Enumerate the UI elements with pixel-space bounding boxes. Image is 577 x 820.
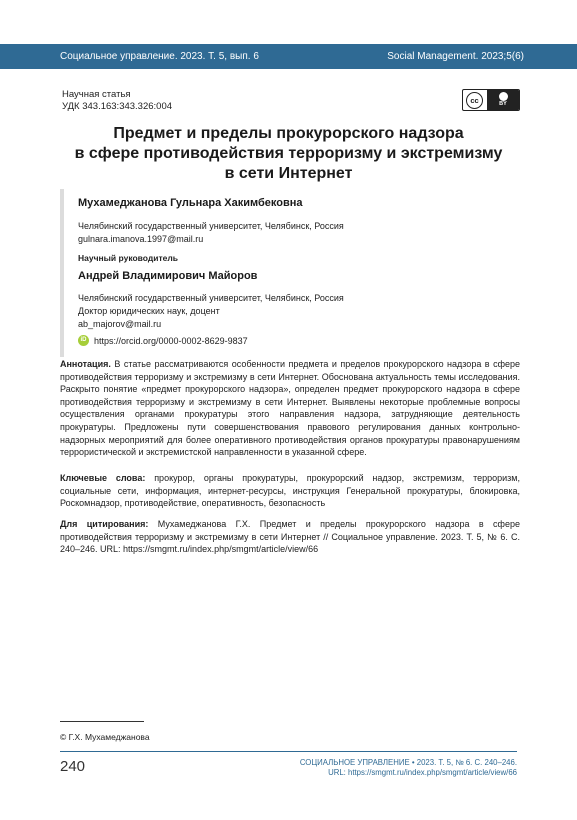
citation-label: Для цитирования: bbox=[60, 519, 149, 529]
abstract-label: Аннотация. bbox=[60, 359, 111, 369]
author-name: Мухамеджанова Гульнара Хакимбековна bbox=[78, 197, 303, 209]
supervisor-email[interactable]: ab_majorov@mail.ru bbox=[78, 319, 162, 329]
title-line: Предмет и пределы прокурорского надзора bbox=[113, 125, 464, 142]
footer-rule bbox=[60, 751, 517, 752]
supervisor-affiliation: Челябинский государственный университет, Челябинск, Россия bbox=[78, 293, 344, 303]
article-type: Научная статья bbox=[62, 89, 131, 100]
supervisor-degree: Доктор юридических наук, доцент bbox=[78, 306, 220, 316]
header-journal-en: Social Management. 2023;5(6) bbox=[387, 51, 524, 62]
attribution-person-icon bbox=[499, 92, 508, 101]
footer-url[interactable]: URL: https://smgmt.ru/index.php/smgmt/article/view/66 bbox=[328, 768, 517, 777]
footer-citation bbox=[300, 758, 517, 778]
article-meta bbox=[62, 89, 172, 113]
keywords-text: прокурор, органы прокуратуры, прокурорский надзор, экстремизм, терроризм, социальные сети, информация, интернет-ресурсы, инструкция Генеральной прокуратуры, блокировка, Роскомнадзор, противодействие, оперативность, безопасность bbox=[60, 473, 520, 509]
abstract bbox=[60, 358, 520, 459]
footer-journal-line: СОЦИАЛЬНОЕ УПРАВЛЕНИЕ • 2023. Т. 5, № 6. С. 240–246. bbox=[299, 758, 517, 767]
title-line: в сфере противодействия терроризму и экстремизму bbox=[74, 145, 503, 162]
header-journal-ru: Социальное управление. 2023. Т. 5, вып. 6 bbox=[60, 51, 259, 62]
keywords bbox=[60, 472, 520, 510]
supervisor-label: Научный руководитель bbox=[78, 253, 178, 263]
citation bbox=[60, 518, 520, 556]
author-email[interactable]: gulnara.imanova.1997@mail.ru bbox=[78, 234, 204, 244]
supervisor-name: Андрей Владимирович Майоров bbox=[78, 270, 258, 282]
journal-header-bar bbox=[0, 44, 577, 69]
copyright-footnote: © Г.Х. Мухамеджанова bbox=[60, 732, 150, 742]
orcid-link[interactable] bbox=[78, 335, 248, 346]
citation-text: Мухамеджанова Г.Х. Предмет и пределы прокурорского надзора в сфере противодействия терроризму и экстремизму в сети Интернет // Социальное управление. 2023. Т. 5, № 6. С. 240–246. URL: https://smgmt.ru/index.php/smgmt/article/view/66 bbox=[60, 519, 520, 555]
creative-commons-icon: cc bbox=[466, 92, 483, 109]
author-affiliation: Челябинский государственный университет, Челябинск, Россия bbox=[78, 221, 344, 231]
article-title bbox=[40, 124, 537, 184]
orcid-icon: iD bbox=[78, 335, 89, 346]
cc-by-license-icon[interactable] bbox=[462, 89, 520, 111]
authors-block bbox=[60, 189, 538, 357]
footnote-rule bbox=[60, 721, 144, 722]
keywords-label: Ключевые слова: bbox=[60, 473, 146, 483]
orcid-url[interactable]: https://orcid.org/0000-0002-8629-9837 bbox=[94, 335, 248, 346]
abstract-text: В статье рассматриваются особенности предмета и пределов прокурорского надзора в сфере противодействия терроризму и экстремизму в сети Интернет. Обоснована актуальность темы исследования. Раскрыто понятие «предмет прокурорского надзора», определен предмет прокурорского надзора в сфере противодействия терроризму и экстремизму в сети Интернет. Выявлены некоторые проблемные вопросы осуществления органами прокуратуры этого направления надзора, затрудняющие деятельность прокуратуры. Предложены пути совершенствования правового регулирования данных контрольно-надзорных мероприятий для более оперативного противодействия органов прокуратуры правонарушениям террористической и экстремистской направленности в указанной сфере. bbox=[60, 359, 520, 458]
cc-by-label: BY bbox=[499, 101, 507, 107]
authors-divider bbox=[60, 189, 64, 357]
page-number: 240 bbox=[60, 758, 86, 775]
udk-code: УДК 343.163:343.326:004 bbox=[62, 101, 173, 112]
title-line: в сети Интернет bbox=[224, 165, 353, 182]
